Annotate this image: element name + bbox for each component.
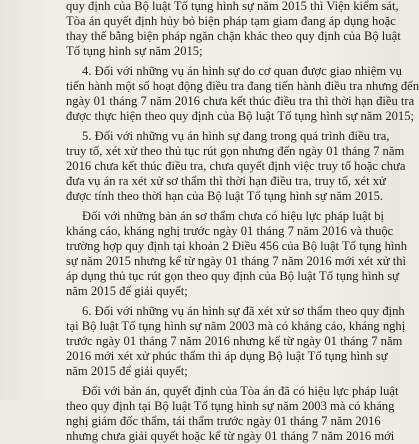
text-line: sự năm 2015 nhưng kể từ ngày 01 tháng 7 năm 2016 mới xét xử thì xyxy=(66,254,407,268)
text-line: Tố tụng hình sự năm 2015; xyxy=(66,44,203,58)
text-line: thay thế bằng biện pháp ngăn chặn khác theo quy định của Bộ luật xyxy=(66,29,401,43)
text-line: quy định của Bộ luật Tố tụng hình sự năm 2015 thì Viện kiểm sát, xyxy=(66,0,399,13)
text-line: 5. Đối với những vụ án hình sự đang trong quá trình điều tra, xyxy=(82,129,390,143)
text-line: 6. Đối với những vụ án hình sự đã xét xử sơ thẩm theo quy định xyxy=(82,304,405,318)
text-line: nghị giám đốc thẩm, tái thẩm trước ngày 01 tháng 7 năm 2016 xyxy=(66,414,381,428)
text-line: trước ngày 01 tháng 7 năm 2016 nhưng kể từ ngày 01 tháng 7 năm xyxy=(66,334,403,348)
text-line: năm 2015 để giải quyết; xyxy=(66,364,188,378)
text-line: 2016 chưa kết thúc điều tra, chưa quyết định việc truy tố hoặc chưa xyxy=(66,159,406,173)
text-line: Tòa án quyết định hủy bỏ biện pháp tạm giam đang áp dụng hoặc xyxy=(66,14,396,28)
text-line: được thực hiện theo quy định của Bộ luật Tố tụng hình sự năm 2015; xyxy=(66,109,415,123)
text-line: trường hợp quy định tại khoản 2 Điều 456 của Bộ luật Tố tụng hình xyxy=(66,239,408,253)
text-line: năm 2015 để giải quyết; xyxy=(66,284,188,298)
text-line: áp dụng thủ tục rút gọn theo quy định của Bộ luật Tố tụng hình sự xyxy=(66,269,399,283)
text-line: 4. Đối với những vụ án hình sự do cơ quan được giao nhiệm vụ xyxy=(82,64,402,78)
text-line: Đối với những bản án sơ thẩm chưa có hiệu lực pháp luật bị xyxy=(82,209,385,223)
text-line: kháng cáo, kháng nghị trước ngày 01 tháng 7 năm 2016 và thuộc xyxy=(66,224,394,238)
text-line: được tính theo thời hạn của Bộ luật Tố tụng hình sự năm 2015. xyxy=(66,189,384,203)
text-line: Đối với bản án, quyết định của Tòa án đã có hiệu lực pháp luật xyxy=(82,384,399,398)
text-line: đưa vụ án ra xét xử sơ thẩm thì thời hạn điều tra, truy tố, xét xử xyxy=(66,174,386,188)
text-line: ngày 01 tháng 7 năm 2016 chưa kết thúc điều tra thì thời hạn điều tra xyxy=(66,94,415,108)
text-line: nhưng chưa giải quyết hoặc kể từ ngày 01 tháng 7 năm 2016 mới xyxy=(66,429,395,443)
text-line: tiến hành một số hoạt động điều tra đang tiến hành điều tra nhưng đến xyxy=(66,79,419,93)
text-line: tại Bộ luật Tố tụng hình sự năm 2003 mà có kháng cáo, kháng nghị xyxy=(66,319,406,333)
text-line: truy tố, xét xử theo thủ tục rút gọn nhưng đến ngày 01 tháng 7 năm xyxy=(66,144,405,158)
text-line: theo quy định tại Bộ luật Tố tụng hình sự năm 2003 mà có kháng xyxy=(66,399,395,413)
text-line: 2016 mới xét xử phúc thẩm thì áp dụng Bộ luật Tố tụng hình sự xyxy=(66,349,388,363)
